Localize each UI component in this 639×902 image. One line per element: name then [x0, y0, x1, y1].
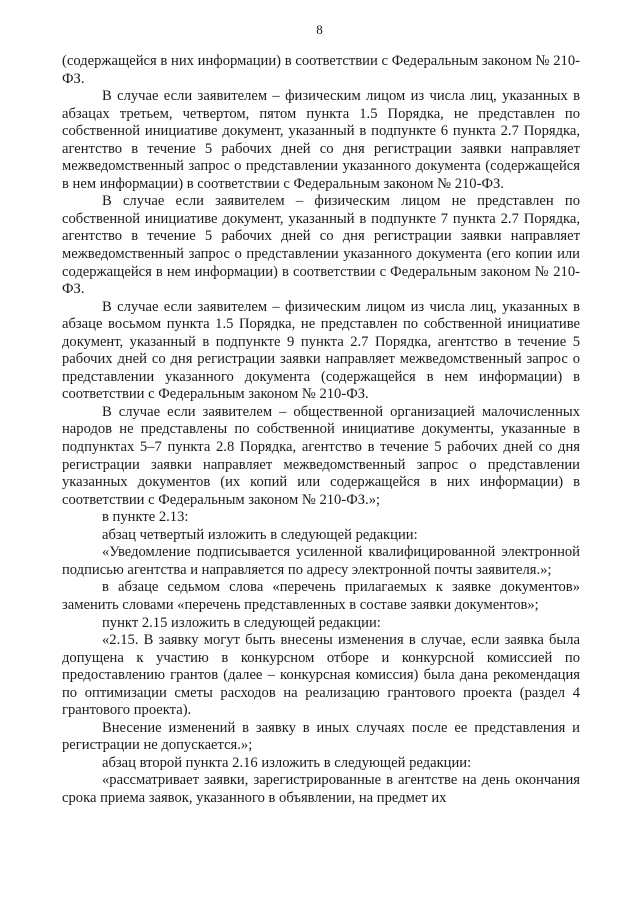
document-body: [62, 53, 580, 808]
paragraph: В случае если заявителем – физическим лицом из числа лиц, указанных в абзацах третьем, четвертом, пятом пункта 1.5 Порядка, не представлен по собственной инициативе документ, указанный в подпункте 6 пункта 2.7 Порядка, агентство в течение 5 рабочих дней со дня регистрации заявки направляет межведомственный запрос о представлении указанного документа (содержащейся в нем информации) в соответствии с Федеральным законом № 210-ФЗ.: [62, 88, 580, 192]
page-number: 8: [316, 22, 323, 37]
paragraph: «2.15. В заявку могут быть внесены изменения в случае, если заявка была допущена к участию в конкурсном отборе и конкурсной комиссией по предоставлению грантов (далее – конкурсная комиссия) была дана рекомендация по оптимизации сметы расходов на реализацию грантового проекта (раздел 4 грантового проекта).: [62, 632, 580, 719]
paragraph: в абзаце седьмом слова «перечень прилагаемых к заявке документов» заменить словами «перечень представленных в составе заявки документов»;: [62, 579, 580, 613]
paragraph: В случае если заявителем – физическим лицом из числа лиц, указанных в абзаце восьмом пункта 1.5 Порядка, не представлен по собственной инициативе документ, указанный в подпункте 9 пункта 2.7 Порядка, агентство в течение 5 рабочих дней со дня регистрации заявки направляет межведомственный запрос о представлении указанного документа (содержащейся в нем информации) в соответствии с Федеральным законом № 210-ФЗ.: [62, 298, 580, 403]
paragraph: пункт 2.15 изложить в следующей редакции:: [102, 614, 381, 631]
paragraph: В случае если заявителем – общественной организацией малочисленных народов не представлены по собственной инициативе документы, указанные в подпунктах 5–7 пункта 2.8 Порядка, агентство в течение 5 рабочих дней со дня регистрации заявки направляет межведомственный запрос о представлении указанных документов (их копий или содержащейся в них информации) в соответствии с Федеральным законом № 210-ФЗ.»;: [62, 403, 580, 508]
paragraph: абзац второй пункта 2.16 изложить в следующей редакции:: [102, 754, 472, 771]
paragraph: в пункте 2.13:: [102, 509, 189, 526]
paragraph: «Уведомление подписывается усиленной квалифицированной электронной подписью агентства и направляется по адресу электронной почты заявителя.»;: [62, 544, 580, 578]
paragraph: «рассматривает заявки, зарегистрированные в агентстве на день окончания срока приема заявок, указанного в объявлении, на предмет их: [62, 772, 580, 806]
paragraph: абзац четвертый изложить в следующей редакции:: [102, 526, 418, 543]
paragraph: (содержащейся в них информации) в соответствии с Федеральным законом № 210-ФЗ.: [62, 53, 580, 87]
paragraph: В случае если заявителем – физическим лицом не представлен по собственной инициативе документ, указанный в подпункте 7 пункта 2.7 Порядка, агентство в течение 5 рабочих дней со дня регистрации заявки направляет межведомственный запрос о представлении указанного документа (его копии или содержащейся в нем информации) в соответствии с Федеральным законом № 210-ФЗ.: [62, 193, 580, 298]
paragraph: Внесение изменений в заявку в иных случаях после ее представления и регистрации не допускается.»;: [62, 719, 580, 754]
